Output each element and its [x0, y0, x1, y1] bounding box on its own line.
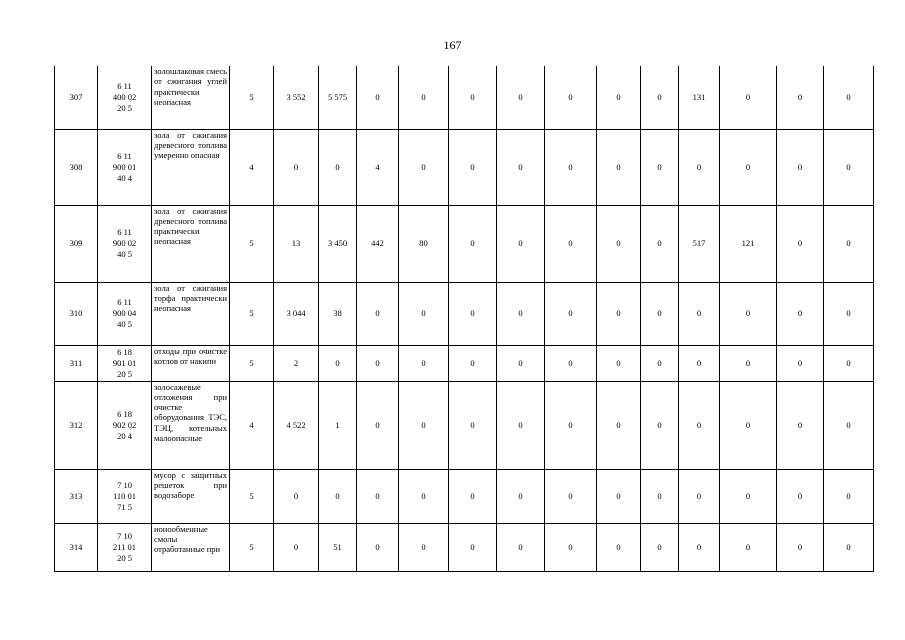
- value-cell: 0: [545, 345, 597, 381]
- hazard-class-cell: 5: [230, 205, 274, 282]
- waste-name-cell: мусор с защитных решеток при водозаборе: [152, 469, 230, 523]
- value-cell: 0: [545, 282, 597, 345]
- value-cell: 0: [777, 469, 824, 523]
- value-cell: 0: [824, 205, 874, 282]
- value-cell: 0: [641, 282, 679, 345]
- value-cell: 0: [777, 282, 824, 345]
- value-cell: 0: [679, 129, 720, 205]
- waste-code-line: 6 11: [117, 297, 132, 307]
- value-cell: 0: [720, 282, 777, 345]
- value-cell: 131: [679, 66, 720, 129]
- value-cell: 0: [497, 523, 545, 571]
- value-cell: 0: [399, 66, 449, 129]
- value-cell: 0: [449, 129, 497, 205]
- waste-code-cell: [98, 381, 152, 469]
- value-cell: 121: [720, 205, 777, 282]
- value-cell: 0: [679, 469, 720, 523]
- value-cell: 1: [319, 381, 357, 469]
- waste-code-line: 20 5: [117, 368, 132, 379]
- hazard-class-cell: 4: [230, 381, 274, 469]
- hazard-class-cell: 5: [230, 469, 274, 523]
- value-cell: 0: [641, 523, 679, 571]
- value-cell: 0: [497, 345, 545, 381]
- waste-code-line: 6 18: [117, 408, 132, 419]
- waste-name-cell: отходы при очистке котлов от накипи: [152, 345, 230, 381]
- value-cell: 0: [449, 469, 497, 523]
- value-cell: 13: [274, 205, 319, 282]
- value-cell: 0: [357, 345, 399, 381]
- value-cell: 0: [641, 205, 679, 282]
- waste-code-line: 211 01: [112, 541, 137, 552]
- value-cell: 0: [357, 469, 399, 523]
- row-number-cell: 309: [55, 205, 98, 282]
- value-cell: 3 450: [319, 205, 357, 282]
- waste-name-cell: зола от сжигания торфа практически неопасная: [152, 282, 230, 345]
- value-cell: 3 552: [274, 66, 319, 129]
- value-cell: 0: [399, 381, 449, 469]
- value-cell: 0: [597, 205, 641, 282]
- waste-code-line: 400 02: [112, 91, 137, 102]
- value-cell: 0: [679, 523, 720, 571]
- value-cell: 0: [497, 282, 545, 345]
- waste-code-line: 40 5: [117, 249, 132, 259]
- value-cell: 0: [679, 381, 720, 469]
- value-cell: 0: [357, 66, 399, 129]
- value-cell: 80: [399, 205, 449, 282]
- value-cell: 0: [545, 129, 597, 205]
- value-cell: 0: [777, 129, 824, 205]
- value-cell: 0: [824, 345, 874, 381]
- value-cell: 0: [824, 66, 874, 129]
- value-cell: 0: [274, 469, 319, 523]
- waste-code-line: 7 10: [117, 530, 132, 541]
- value-cell: 0: [720, 66, 777, 129]
- value-cell: 0: [399, 469, 449, 523]
- row-number-cell: 311: [55, 345, 98, 381]
- value-cell: 0: [597, 282, 641, 345]
- value-cell: 0: [720, 345, 777, 381]
- waste-code-line: 7 10: [117, 479, 132, 490]
- waste-code-line: 110 01: [112, 490, 137, 501]
- value-cell: 0: [357, 523, 399, 571]
- value-cell: 0: [777, 66, 824, 129]
- waste-code-line: 6 11: [117, 150, 132, 161]
- row-number-cell: 308: [55, 129, 98, 205]
- value-cell: 0: [545, 469, 597, 523]
- value-cell: 0: [449, 345, 497, 381]
- waste-name-cell: ионообменные смолы отработанные при: [152, 523, 230, 571]
- table-row: [55, 381, 874, 469]
- table-row: [55, 523, 874, 571]
- value-cell: 0: [274, 129, 319, 205]
- value-cell: 0: [777, 381, 824, 469]
- table-row: [55, 129, 874, 205]
- value-cell: 0: [597, 66, 641, 129]
- value-cell: 4: [357, 129, 399, 205]
- waste-code-cell: [98, 66, 152, 129]
- table-row: [55, 282, 874, 345]
- value-cell: 38: [319, 282, 357, 345]
- value-cell: 0: [497, 66, 545, 129]
- value-cell: 0: [545, 205, 597, 282]
- value-cell: 0: [449, 282, 497, 345]
- waste-code-line: 902 02: [112, 419, 137, 430]
- value-cell: 0: [449, 381, 497, 469]
- value-cell: 0: [720, 381, 777, 469]
- page-number: 167: [443, 38, 462, 52]
- waste-code-cell: [98, 129, 152, 205]
- waste-code-cell: [98, 469, 152, 523]
- value-cell: 0: [497, 129, 545, 205]
- waste-code-line: 900 02: [112, 238, 137, 248]
- value-cell: 0: [824, 469, 874, 523]
- row-number-cell: 314: [55, 523, 98, 571]
- waste-code-line: 20 4: [117, 430, 132, 441]
- value-cell: 0: [720, 469, 777, 523]
- waste-name-cell: золошлаковая смесь от сжигания углей практически неопасная: [152, 66, 230, 129]
- value-cell: 0: [545, 66, 597, 129]
- hazard-class-cell: 5: [230, 345, 274, 381]
- value-cell: 0: [399, 129, 449, 205]
- value-cell: 0: [720, 129, 777, 205]
- value-cell: 0: [545, 523, 597, 571]
- value-cell: 0: [357, 381, 399, 469]
- value-cell: 0: [641, 345, 679, 381]
- table-row: [55, 469, 874, 523]
- row-number-cell: 313: [55, 469, 98, 523]
- hazard-class-cell: 5: [230, 66, 274, 129]
- value-cell: 0: [824, 282, 874, 345]
- value-cell: 0: [641, 381, 679, 469]
- table-row: [55, 205, 874, 282]
- value-cell: 0: [824, 129, 874, 205]
- value-cell: 0: [641, 66, 679, 129]
- waste-code-line: 40 5: [117, 319, 132, 329]
- waste-code-line: 900 01: [112, 161, 137, 172]
- value-cell: 0: [449, 205, 497, 282]
- value-cell: 0: [777, 345, 824, 381]
- hazard-class-cell: 4: [230, 129, 274, 205]
- value-cell: 0: [641, 129, 679, 205]
- waste-code-cell: [98, 205, 152, 282]
- waste-code-line: 901 01: [112, 357, 137, 368]
- value-cell: 0: [824, 523, 874, 571]
- value-cell: 0: [399, 282, 449, 345]
- value-cell: 0: [399, 523, 449, 571]
- value-cell: 0: [824, 381, 874, 469]
- waste-table: [54, 66, 874, 572]
- waste-name-cell: зола от сжигания древесного топлива практически неопасная: [152, 205, 230, 282]
- value-cell: 442: [357, 205, 399, 282]
- value-cell: 0: [597, 469, 641, 523]
- value-cell: 51: [319, 523, 357, 571]
- waste-code-line: 40 4: [117, 172, 132, 183]
- value-cell: 0: [497, 381, 545, 469]
- value-cell: 0: [679, 282, 720, 345]
- waste-code-cell: [98, 523, 152, 571]
- value-cell: 0: [597, 129, 641, 205]
- waste-name-cell: золосажевые отложения при очистке оборудования ТЭС, ТЭЦ, котельных малоопасные: [152, 381, 230, 469]
- value-cell: 5 575: [319, 66, 357, 129]
- value-cell: 0: [449, 66, 497, 129]
- waste-code-line: 6 11: [117, 80, 132, 91]
- value-cell: 0: [274, 523, 319, 571]
- row-number-cell: 307: [55, 66, 98, 129]
- value-cell: 0: [399, 345, 449, 381]
- value-cell: 0: [357, 282, 399, 345]
- value-cell: 3 044: [274, 282, 319, 345]
- value-cell: 0: [641, 469, 679, 523]
- waste-code-cell: [98, 345, 152, 381]
- value-cell: 0: [597, 523, 641, 571]
- row-number-cell: 312: [55, 381, 98, 469]
- waste-code-line: 71 5: [117, 501, 132, 512]
- waste-code-cell: [98, 282, 152, 345]
- value-cell: 0: [319, 469, 357, 523]
- table-row: [55, 345, 874, 381]
- table-row: [55, 66, 874, 129]
- waste-code-line: 20 5: [117, 102, 132, 113]
- value-cell: 0: [777, 205, 824, 282]
- waste-code-line: 6 11: [117, 227, 132, 237]
- value-cell: 0: [319, 345, 357, 381]
- value-cell: 0: [597, 345, 641, 381]
- value-cell: 0: [497, 205, 545, 282]
- row-number-cell: 310: [55, 282, 98, 345]
- value-cell: 0: [597, 381, 641, 469]
- value-cell: 0: [679, 345, 720, 381]
- waste-code-line: 6 18: [117, 346, 132, 357]
- value-cell: 2: [274, 345, 319, 381]
- value-cell: 0: [720, 523, 777, 571]
- hazard-class-cell: 5: [230, 523, 274, 571]
- waste-code-line: 900 04: [112, 308, 137, 318]
- value-cell: 0: [497, 469, 545, 523]
- waste-name-cell: зола от сжигания древесного топлива умеренно опасная: [152, 129, 230, 205]
- value-cell: 0: [545, 381, 597, 469]
- value-cell: 0: [777, 523, 824, 571]
- value-cell: 517: [679, 205, 720, 282]
- table-body: [55, 66, 874, 571]
- value-cell: 0: [449, 523, 497, 571]
- waste-code-line: 20 5: [117, 552, 132, 563]
- value-cell: 4 522: [274, 381, 319, 469]
- value-cell: 0: [319, 129, 357, 205]
- hazard-class-cell: 5: [230, 282, 274, 345]
